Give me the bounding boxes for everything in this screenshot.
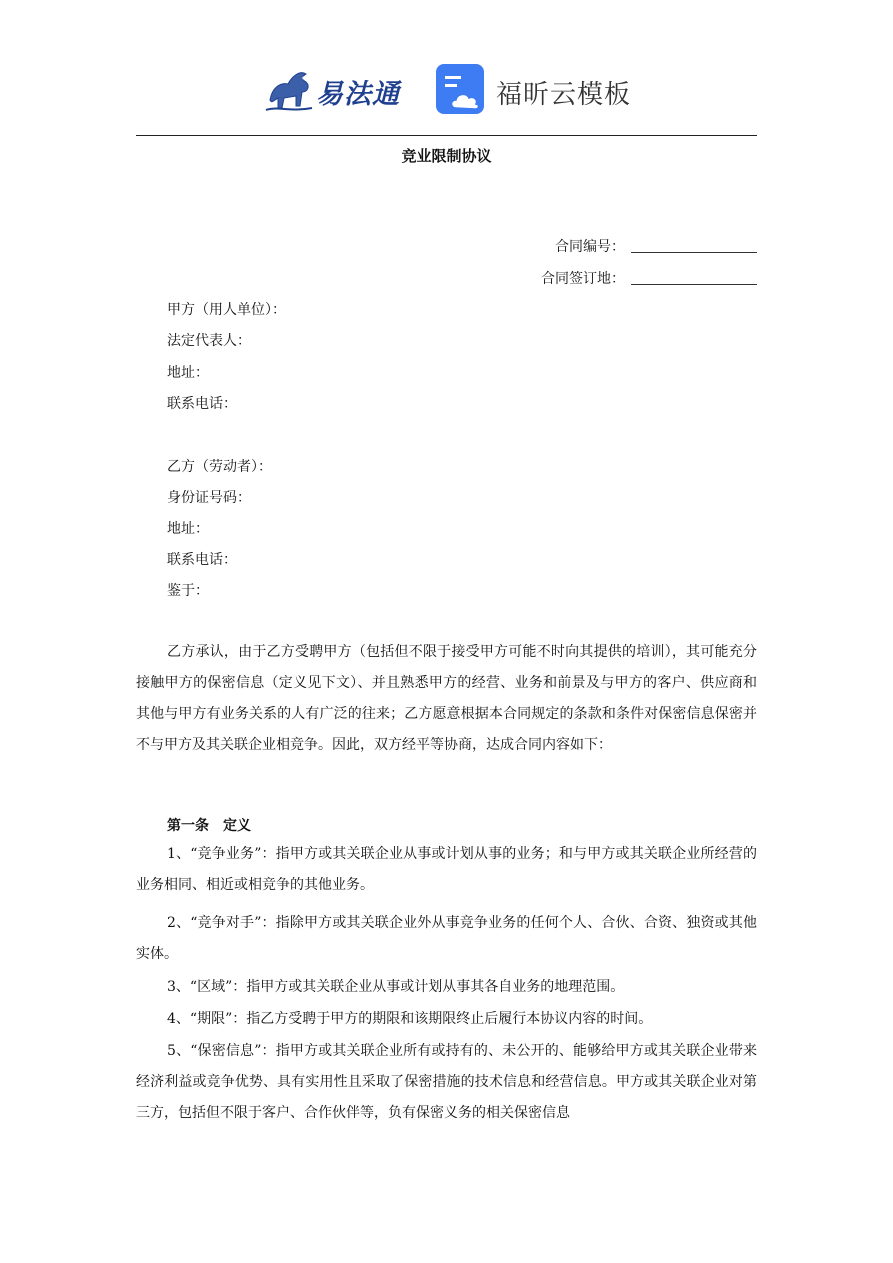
header-divider <box>136 135 757 136</box>
party-a-phone: 联系电话： <box>167 396 237 412</box>
definition-item: 2、“竞争对手”：指除甲方或其关联企业外从事竞争业务的任何个人、合伙、合资、独资或其他实体。 <box>136 915 757 962</box>
contract-number-label: 合同编号： <box>555 239 625 255</box>
party-a-legal-rep: 法定代表人： <box>167 333 251 349</box>
definition-item: 4、“期限”：指乙方受聘于甲方的期限和该期限终止后履行本协议内容的时间。 <box>167 1011 653 1027</box>
yifatong-logo <box>262 62 412 116</box>
party-b-id-number: 身份证号码： <box>167 490 251 506</box>
contract-place-label: 合同签订地： <box>541 271 625 287</box>
qilin-emblem-icon <box>262 62 318 116</box>
whereas-label: 鉴于： <box>167 583 209 599</box>
party-b-heading: 乙方（劳动者）： <box>167 459 272 475</box>
yifatong-logo-text: 易法通 <box>316 79 400 110</box>
party-b-address: 地址： <box>167 521 209 537</box>
definition-item: 5、“保密信息”：指甲方或其关联企业所有或持有的、未公开的、能够给甲方或其关联企业带来经济利益或竞争优势、具有实用性且采取了保密措施的技术信息和经营信息。甲方或其关联企业对第三方，包括但不限于客户、合作伙伴等，负有保密义务的相关保密信息 <box>136 1043 757 1121</box>
contract-place-blank <box>631 284 757 285</box>
contract-number-row <box>136 236 757 258</box>
cloud-doc-icon <box>436 64 488 116</box>
contract-place-row <box>136 268 757 290</box>
definition-item: 3、“区域”：指甲方或其关联企业从事或计划从事其各自业务的地理范围。 <box>167 979 625 995</box>
party-a-heading: 甲方（用人单位）： <box>167 302 286 318</box>
fuxin-logo <box>436 64 636 120</box>
recital-paragraph: 乙方承认，由于乙方受聘甲方（包括但不限于接受甲方可能不时向其提供的培训），其可能充分接触甲方的保密信息（定义见下文）、并且熟悉甲方的经营、业务和前景及与甲方的客户、供应商和其他与甲方有业务关系的人有广泛的往来；乙方愿意根据本合同规定的条款和条件对保密信息保密并不与甲方及其关联企业相竞争。因此，双方经平等协商，达成合同内容如下： <box>136 644 757 753</box>
page-header <box>0 58 893 124</box>
document-title: 竞业限制协议 <box>401 147 492 165</box>
definition-item: 1、“竞争业务”：指甲方或其关联企业从事或计划从事的业务；和与甲方或其关联企业所经营的业务相同、相近或相竞争的其他业务。 <box>136 846 757 893</box>
party-b-phone: 联系电话： <box>167 552 237 568</box>
party-a-address: 地址： <box>167 365 209 381</box>
contract-number-blank <box>631 252 757 253</box>
fuxin-logo-text: 福昕云模板 <box>496 80 632 110</box>
article-1-heading: 第一条 定义 <box>167 818 251 834</box>
